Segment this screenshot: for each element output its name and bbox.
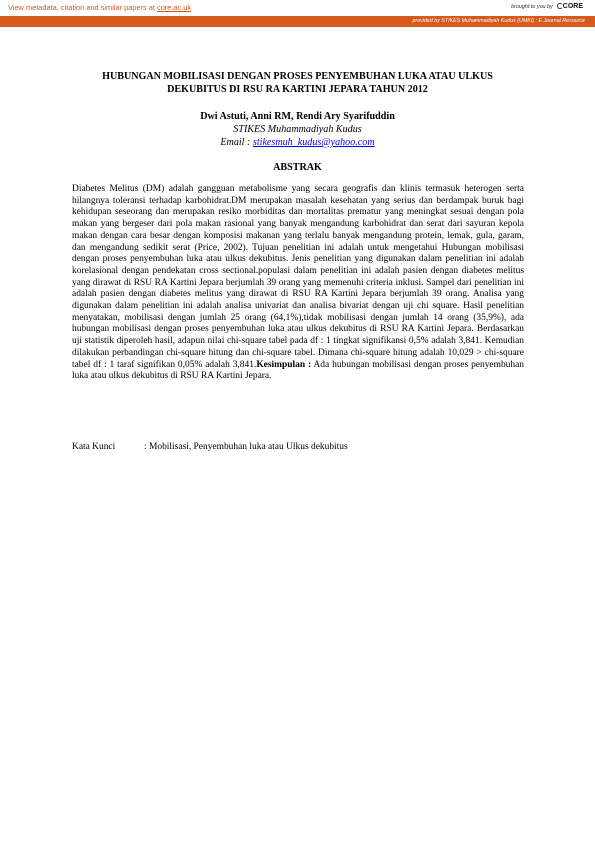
core-logo-text: CORE: [562, 3, 583, 10]
core-link[interactable]: core.ac.uk: [157, 3, 192, 12]
abstract-text: Diabetes Melitus (DM) adalah gangguan metabolisme yang secara geografis dan klinis termasuk heterogen serta hilangnya toleransi terhadap karbohidrat.DM merupakan masalah kesehatan yang serius dan berdampak buruk bagi kehidupan seseorang dan merupakan resiko morbiditas dan mortalitas prematur yang meningkat sesuai dengan pola makan yang bergeser dari pola makan rasional yang banyak mengandung karbohidrat dan serat dari sayuran kepola makan dengan cara besar dengan komposisi makanan yang terlalu banyak mengandung protein, lemak, gula, garam, dan mengandung sedikit serat (Price, 2002). Tujuan penelitian ini adalah untuk mengetahui Hubungan mobilisasi dengan proses penyembuhan luka atau ulkus dekubitus. Jenis penelitian yang digunakan dalam penelitian ini adalah korelasional dengan pendekatan cross sectional.populasi dalam penelitian ini adalah pasien dengan diabetes melitus yang dirawat di RSU RA Kartini Jepara berjumlah 39 orang yang memenuhi criteria inklusi. Sampel dari penelitian ini adalah pasien dengan diabetes melitus yang dirawat di RSU RA Kartini Jepara berjumlah 39 orang. Analisa yang digunakan dalam penelitian ini adalah analisa univariat dan analisa bivariat dengan uji chi square. Hasil penelitian menyatakan, mobilisasi dengan jumlah 25 orang (64,1%),tidak mobilisasi dengan jumlah 14 orang (35,9%), ada hubungan mobilisasi dengan proses penyembuhan luka atau ulkus dekubitus di RSU RA Kartini Jepara. Berdasarkan uji statistik diperoleh hasil, adapun nilai chi-square tabel pada df : 1 tingkat signifikansi 0,5% adalah 3,841. Kemudian dilakukan perbandingan chi-square hitung dan chi-square tabel. Dimana chi-square hitung adalah 10,029 > chi-square tabel df : 1 taraf signifikan 0,05% adalah 3,841.: [72, 184, 524, 370]
paper-affiliation: STIKES Muhammadiyah Kudus: [233, 124, 362, 135]
core-logo-icon: [556, 3, 562, 10]
conclusion-label: Kesimpulan :: [256, 359, 312, 370]
paper-email: [60, 136, 535, 149]
paper-authors: Dwi Astuti, Anni RM, Rendi Ary Syarifuddin: [200, 111, 395, 122]
brought-to-you-text: brought to you by: [511, 3, 553, 10]
email-label: Email :: [220, 137, 253, 148]
title-line-2: DEKUBITUS DI RSU RA KARTINI JEPARA TAHUN 2012: [167, 84, 428, 95]
paper-title: [60, 70, 535, 96]
keywords-label: Kata Kunci: [72, 442, 116, 452]
abstract-heading: ABSTRAK: [273, 162, 322, 173]
email-link[interactable]: stikesmuh_kudus@yahoo.com: [252, 137, 375, 148]
core-brand[interactable]: [511, 3, 583, 10]
keywords-text: : Mobilisasi, Penyembuhan luka atau Ulkus dekubitus: [144, 442, 348, 452]
title-line-1: HUBUNGAN MOBILISASI DENGAN PROSES PENYEMBUHAN LUKA ATAU ULKUS: [102, 71, 493, 82]
core-banner: [0, 0, 595, 16]
provided-by-text[interactable]: provided by STIKES Muhammadiyah Kudus (UMKI) : E Journal Resource: [412, 18, 585, 24]
core-metadata-text: View metadata, citation and similar papers at: [8, 3, 157, 12]
abstract-body: [72, 184, 524, 383]
keywords-row: [72, 441, 524, 453]
core-metadata-link-row: [8, 3, 191, 12]
conclusion-text: Ada hubungan mobilisasi dengan proses penyembuhan luka atau ulkus dekubitus di RSU RA Kartini Jepara.: [72, 359, 525, 382]
core-provider-stripe: [0, 16, 595, 27]
